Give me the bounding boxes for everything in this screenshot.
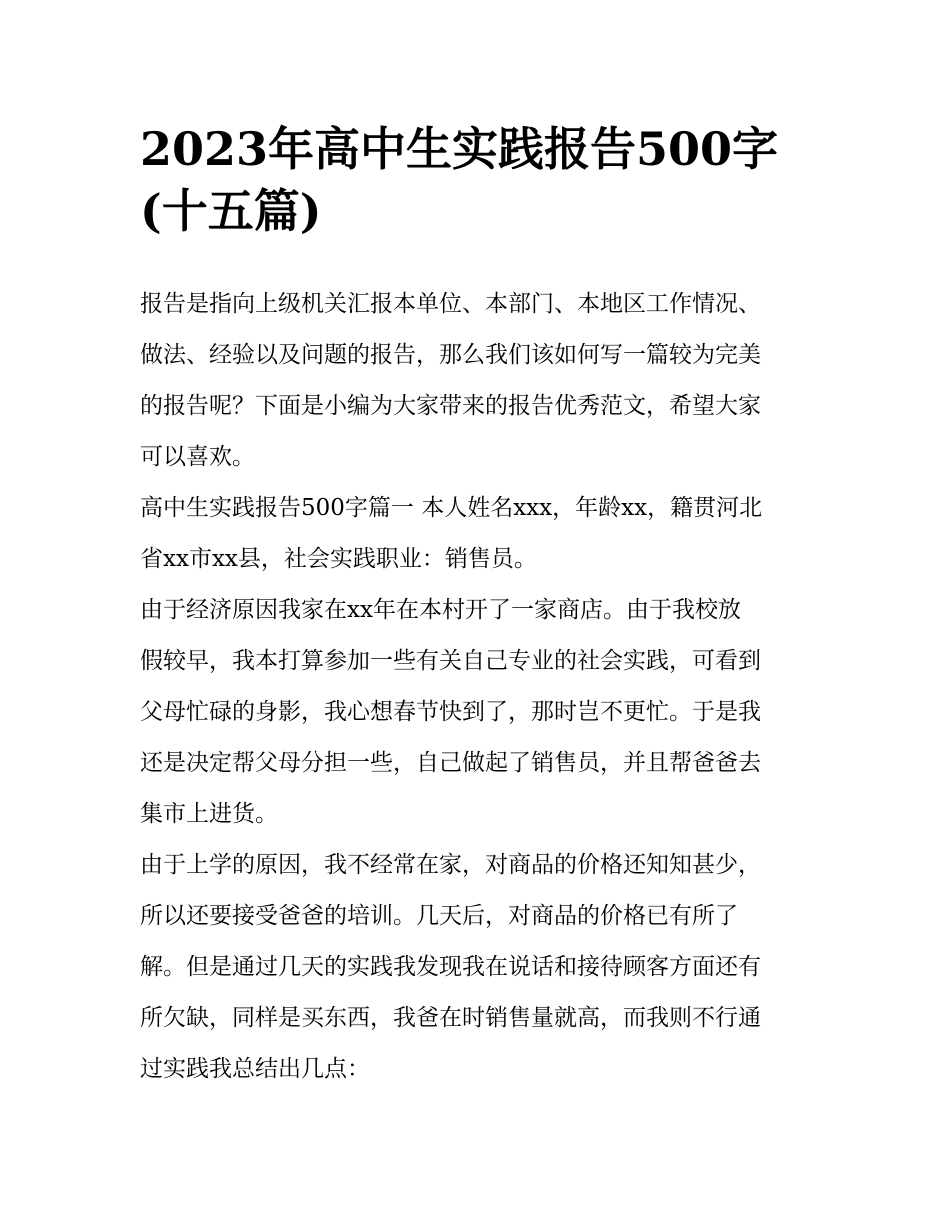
- text-line: 过实践我总结出几点：: [140, 1056, 370, 1082]
- paragraph-experience: [140, 840, 820, 1095]
- paragraph-background: [140, 585, 820, 840]
- title-line-1: 2023年高中生实践报告500字: [140, 122, 779, 176]
- text-line: 假较早，我本打算参加一些有关自己专业的社会实践，可看到: [140, 648, 761, 674]
- text-line: 还是决定帮父母分担一些，自己做起了销售员，并且帮爸爸去: [140, 750, 761, 776]
- document-body: [140, 279, 820, 1095]
- text-line: 可以喜欢。: [140, 444, 255, 470]
- text-line: 报告是指向上级机关汇报本单位、本部门、本地区工作情况、: [140, 291, 761, 317]
- paragraph-intro: [140, 279, 820, 483]
- document-title: [140, 118, 820, 242]
- text-line: 做法、经验以及问题的报告，那么我们该如何写一篇较为完美: [140, 342, 761, 368]
- text-line: 父母忙碌的身影，我心想春节快到了，那时岂不更忙。于是我: [140, 699, 761, 725]
- text-line: 集市上进货。: [140, 801, 278, 827]
- title-line-2: (十五篇): [140, 184, 322, 238]
- text-line: 解。但是通过几天的实践我发现我在说话和接待顾客方面还有: [140, 954, 761, 980]
- text-line: 由于经济原因我家在xx年在本村开了一家商店。由于我校放: [140, 597, 741, 623]
- text-line: 所以还要接受爸爸的培训。几天后，对商品的价格已有所了: [140, 903, 738, 929]
- text-line: 省xx市xx县，社会实践职业：销售员。: [140, 546, 537, 572]
- text-line: 高中生实践报告500字篇一 本人姓名xxx，年龄xx，籍贯河北: [140, 495, 763, 521]
- text-line: 的报告呢？下面是小编为大家带来的报告优秀范文，希望大家: [140, 393, 761, 419]
- text-line: 所欠缺，同样是买东西，我爸在时销售量就高，而我则不行通: [140, 1005, 761, 1031]
- paragraph-personal-info: [140, 483, 820, 585]
- text-line: 由于上学的原因，我不经常在家，对商品的价格还知知甚少，: [140, 852, 761, 878]
